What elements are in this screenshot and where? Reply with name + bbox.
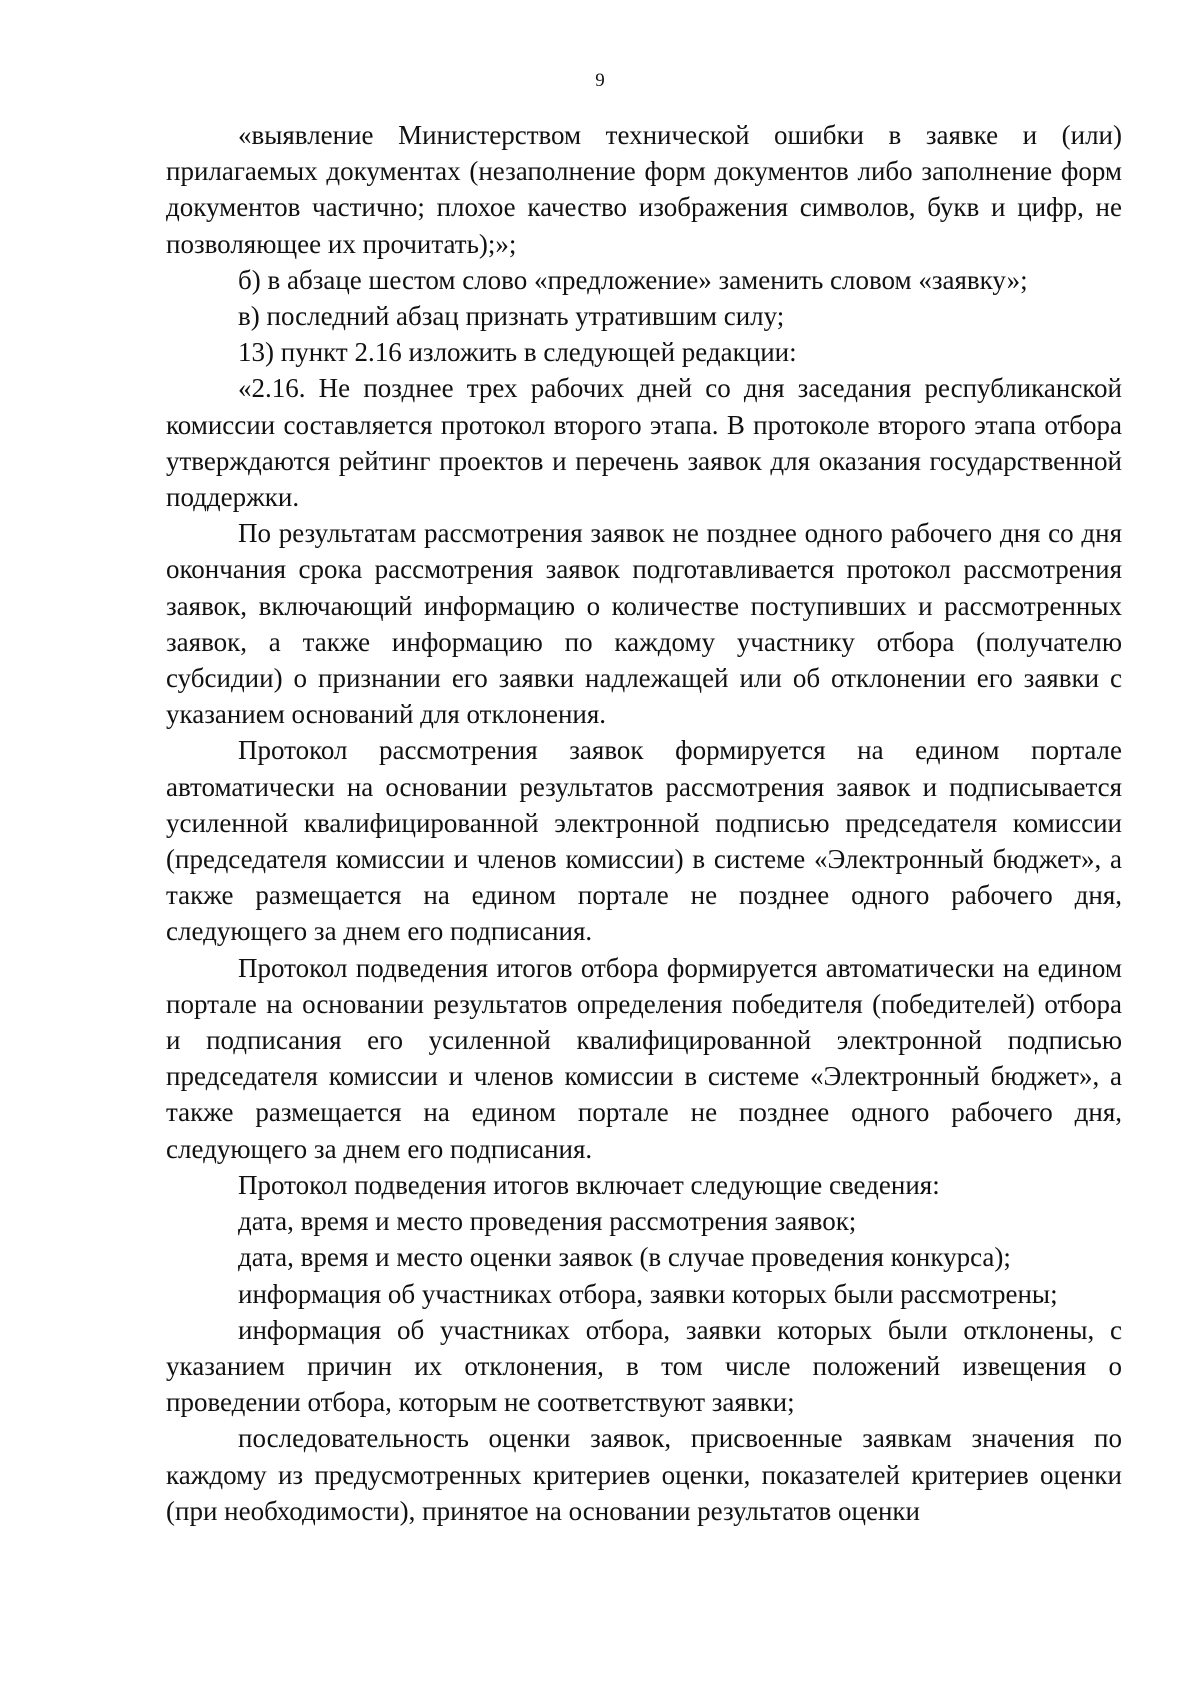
paragraph-5: «2.16. Не позднее трех рабочих дней со дня заседания республиканской комиссии составляется протокол второго этапа. В протоколе второго этапа отбора утверждаются рейтинг проектов и перечень заявок для оказания государственной поддержки. (166, 373, 1122, 513)
paragraph-4: 13) пункт 2.16 изложить в следующей редакции: (238, 337, 797, 368)
paragraph-7: Протокол рассмотрения заявок формируется на едином портале автоматически на основании результатов рассмотрения заявок и подписывается усиленной квалифицированной электронной подписью председателя комиссии (председателя комиссии и членов комиссии) в системе «Электронный бюджет», а также размещается на едином портале не позднее одного рабочего дня, следующего за днем его подписания. (166, 735, 1122, 947)
paragraph-1: «выявление Министерством технической ошибки в заявке и (или) прилагаемых документах (незаполнение форм документов либо заполнение форм документов частично; плохое качество изображения символов, букв и цифр, не позволяющее их прочитать);»; (166, 120, 1122, 259)
page-number: 9 (595, 70, 605, 91)
document-body (166, 117, 1122, 1529)
paragraph-3: в) последний абзац признать утратившим силу; (238, 301, 785, 332)
paragraph-6: По результатам рассмотрения заявок не позднее одного рабочего дня со дня окончания срока рассмотрения заявок подготавливается протокол рассмотрения заявок, включающий информацию о количестве поступивших и рассмотренных заявок, а также информацию по каждому участнику отбора (получателю субсидии) о признании его заявки надлежащей или об отклонении его заявки с указанием оснований для отклонения. (166, 518, 1122, 730)
paragraph-11: дата, время и место оценки заявок (в случае проведения конкурса); (238, 1242, 1011, 1273)
paragraph-8: Протокол подведения итогов отбора формируется автоматически на едином портале на основании результатов определения победителя (победителей) отбора и подписания его усиленной квалифицированной электронной подписью председателя комиссии и членов комиссии в системе «Электронный бюджет», а также размещается на едином портале не позднее одного рабочего дня, следующего за днем его подписания. (166, 952, 1122, 1164)
paragraph-12: информация об участниках отбора, заявки которых были рассмотрены; (238, 1278, 1058, 1309)
paragraph-9: Протокол подведения итогов включает следующие сведения: (238, 1169, 940, 1200)
paragraph-10: дата, время и место проведения рассмотрения заявок; (238, 1206, 857, 1237)
paragraph-2: б) в абзаце шестом слово «предложение» заменить словом «заявку»; (238, 264, 1028, 295)
paragraph-13: информация об участниках отбора, заявки которых были отклонены, с указанием причин их отклонения, в том числе положений извещения о проведении отбора, которым не соответствуют заявки; (166, 1314, 1122, 1418)
paragraph-14: последовательность оценки заявок, присвоенные заявкам значения по каждому из предусмотренных критериев оценки, показателей критериев оценки (при необходимости), принятое на основании результатов оценки (166, 1423, 1122, 1526)
